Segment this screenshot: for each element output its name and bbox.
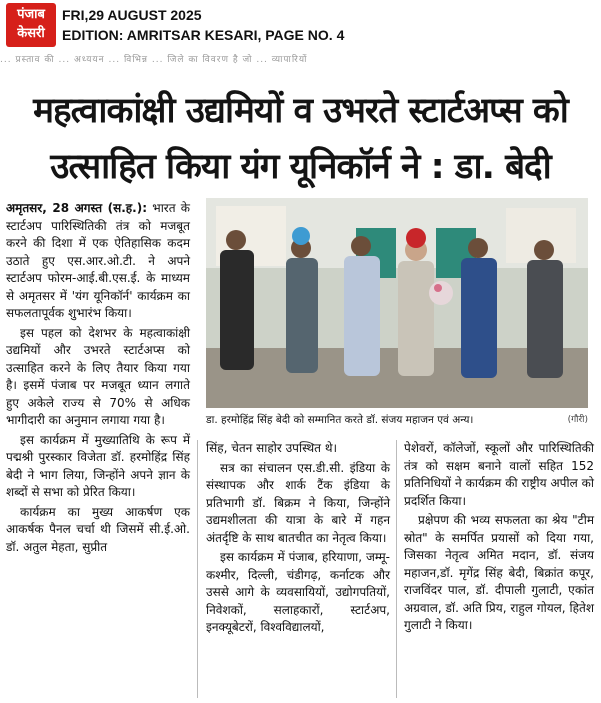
event-photo-illustration bbox=[206, 198, 588, 408]
dateline: अमृतसर, 28 अगस्त (स.ह.): bbox=[6, 201, 148, 215]
article-paragraph: इस पहल को देशभर के महत्वाकांक्षी उद्यमियों और उभरते स्टार्टअप्स को उत्साहित करने के लिए तैयार किया गया है। इसमें पंजाब पर मजबूत ध्यान लगाते हुए अकेले राज्य से 70% से अधिक भागीदारी का अनुमान लगाया गया है। bbox=[6, 325, 190, 427]
article-paragraph: कार्यक्रम का मुख्य आकर्षण एक आकर्षक पैनल चर्चा थी जिसमें सी.ई.ओ. डॉ. अतुल मेहता, सुप्रीत bbox=[6, 504, 190, 554]
article-paragraph: सिंह, चेतन साहोर उपस्थित थे। bbox=[206, 441, 338, 455]
edition-info bbox=[62, 5, 344, 45]
article-paragraph: प्रक्षेपण की भव्य सफलता का श्रेय "टीम स्रोत" के समर्पित प्रयासों को दिया गया, जिसका नेतृत्व अमित मदान, डॉ. संजय महाजन,डॉ. मृगेंद्र सिंह बेदी, बिक्रांत कपूर, राजविंदर पाल, डॉ. दीपाली गुलाटी, एकांत अग्रवाल, डॉ. अति प्रिय, राहुल गोयल, हितेश गुलाटी ने किया। bbox=[404, 513, 594, 632]
logo-line-2: केसरी bbox=[17, 26, 45, 41]
photo-credit: (गौरी) bbox=[567, 415, 588, 425]
publication-date: FRI,29 AUGUST 2025 bbox=[62, 7, 202, 23]
article-paragraph: अमृतसर, 28 अगस्त (स.ह.): भारत के स्टार्टअप पारिस्थितिकी तंत्र को मजबूत करने की दिशा में एक ऐतिहासिक कदम उठाते हुए एस.आर.ओ.टी. ने अपने स्टार्टअप फोरम-आई.बी.एस.ई. के माध्यम से अमृतसर में 'यंग यूनिकॉर्न' कार्यक्रम का सफलतापूर्वक शुभारंभ किया। bbox=[6, 201, 190, 320]
headline-line-1: महत्वाकांक्षी उद्यमियों व उभरते स्टार्टअप्स को bbox=[33, 91, 568, 131]
photo-caption bbox=[206, 413, 588, 427]
article-paragraph: पेशेवरों, कॉलेजों, स्कूलों और पारिस्थितिकी तंत्र को सक्षम बनाने वालों सहित 152 प्रतिनिधियों ने कार्यक्रम की राष्ट्रीय अपील को प्रदर्शित किया। bbox=[404, 441, 594, 508]
photo-caption-text: डा. हरमोहिंद्र सिंह बेदी को सम्मानित करते डॉ. संजय महाजन एवं अन्य। bbox=[206, 414, 474, 426]
article-paragraph: इस कार्यक्रम में मुख्यातिथि के रूप में पद्मश्री पुरस्कार विजेता डॉ. हरमोहिंद्र सिंह बेदी ने भाग लिया, जिन्होंने अपने ज्ञान के शब्दों से सभा को प्रेरित किया। bbox=[6, 432, 190, 499]
clipped-previous-article-text: ... प्रस्ताव की ... अध्ययन ... विभिन्न ... जिले का विवरण है जो ... व्यापारियों bbox=[0, 55, 308, 64]
headline-line-2: उत्साहित किया यंग यूनिकॉर्न ने : डा. बेदी bbox=[50, 147, 551, 187]
article-paragraph: सत्र का संचालन एस.डी.सी. इंडिया के संस्थापक और शार्क टैंक इंडिया के प्रतिभागी डॉ. बिक्रम ने किया, जिन्होंने उद्यमशीलता की यात्रा के बारे में गहन अंतर्दृष्टि के साथ बातचीत का नेतृत्व किया। bbox=[206, 460, 390, 545]
column-divider bbox=[396, 440, 397, 698]
article-column-3 bbox=[404, 440, 594, 637]
article-column-2 bbox=[206, 440, 390, 639]
logo-line-1: पंजाब bbox=[17, 7, 45, 22]
event-photo bbox=[206, 198, 588, 408]
article-column-1 bbox=[6, 200, 190, 558]
edition-label: EDITION: AMRITSAR KESARI, PAGE NO. 4 bbox=[62, 27, 345, 43]
column-divider bbox=[197, 440, 198, 698]
punjab-kesari-logo bbox=[6, 3, 56, 47]
article-paragraph: इस कार्यक्रम में पंजाब, हरियाणा, जम्मू-कश्मीर, दिल्ली, चंडीगढ़, कर्नाटक और उससे आगे के व्यवसायियों, उद्योगपतियों, निवेशकों, सलाहकारों, स्टार्टअप, इनक्यूबेटरों, विश्वविद्यालयों, bbox=[206, 550, 390, 634]
